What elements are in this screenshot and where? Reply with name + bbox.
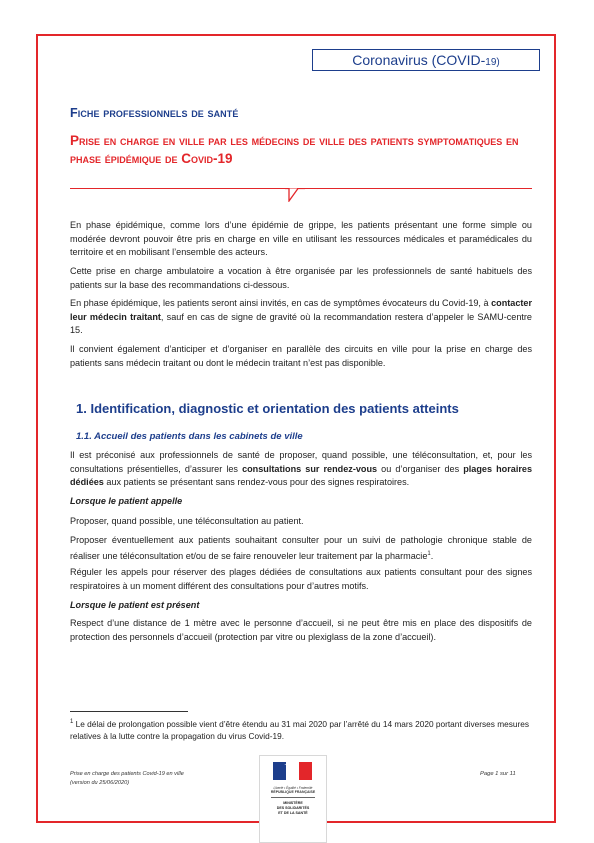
- footnote-ref[interactable]: 1: [427, 550, 431, 557]
- logo-ministry-line-3: ET DE LA SANTÉ: [278, 811, 308, 815]
- s1-p1-c: ou d’organiser des: [377, 463, 464, 474]
- speech-bubble-icon: [285, 188, 305, 202]
- logo-motto: Liberté • Égalité • Fraternité: [273, 786, 313, 790]
- page-number: Page 1 sur 11: [480, 771, 516, 777]
- logo-separator: [271, 797, 315, 798]
- c1-p2-text: Proposer éventuellement aux patients souhaitant consulter pour un suivi de pathologie chronique stable de réaliser une téléconsultation et/ou de se faire renouveler leur traitement par la pharmacie: [70, 535, 532, 561]
- footnote-number: 1: [70, 719, 74, 725]
- case-patient-present: Lorsque le patient est présent: [70, 600, 200, 610]
- s1-p1-e: aux patients se présentant sans rendez-vous pour des signes respiratoires.: [103, 477, 410, 487]
- marianne-flag-icon: [260, 760, 326, 784]
- doc-type: Fiche professionnels de santé: [70, 106, 239, 120]
- covid-tag: [312, 49, 540, 71]
- footer-left: [70, 770, 184, 788]
- logo-ministry-line-2: DES SOLIDARITÉS: [276, 806, 310, 810]
- case1-paragraph-3: Réguler les appels pour réserver des plages dédiées de consultations aux patients consultant pour des signes respiratoires à un moment différent des consultations pour d’autres motifs.: [70, 567, 532, 591]
- footnote-text: Le délai de prolongation possible vient d’être étendu au 31 mai 2020 par l’arrêté du 14 mars 2020 portant diverses mesures relatives à la lutte contre la propagation du virus Covid-19.: [70, 718, 530, 742]
- case-patient-calls: Lorsque le patient appelle: [70, 496, 183, 506]
- s1-p1-a: Il est préconisé aux professionnels de santé de proposer, quand possible, une téléconsultation, et, pour les consultations présentielles, d’assurer les: [70, 450, 532, 474]
- logo-ministry: [260, 801, 326, 816]
- logo-ministry-line-1: MINISTÈRE: [283, 801, 303, 805]
- section-1-paragraph-1: [70, 449, 532, 490]
- intro-p3-end: , sauf en cas de signe de gravité où la recommandation restera d’appeler le SAMU-centre 15.: [70, 311, 532, 335]
- intro-p3-start: En phase épidémique, les patients seront ainsi invités, en cas de symptômes évocateurs du Covid-19, à: [70, 298, 492, 308]
- page-title: Prise en charge en ville par les médecins de ville des patients symptomatiques en phase épidémique de Covid-19: [70, 133, 519, 166]
- s1-p1-d: plages horaires dédiées: [70, 463, 533, 487]
- ministry-logo: [259, 755, 327, 843]
- s1-p1-b: consultations sur rendez-vous: [242, 463, 378, 474]
- case2-paragraph-1: Respect d’une distance de 1 mètre avec le personne d’accueil, si ne peut être mis en place des dispositifs de protection des personnels d’accueil (protection par vitre ou plexiglass de la zone d’accueil).: [70, 618, 532, 642]
- footnote: [70, 716, 532, 743]
- intro-paragraph-2: Cette prise en charge ambulatoire a vocation à être organisée par les professionnels de santé habituels des patients sur la base des recommandations ci-dessous.: [70, 266, 532, 290]
- covid-tag-num: 19): [485, 57, 500, 68]
- intro-p3-bold: contacter leur médecin traitant: [70, 298, 533, 322]
- case1-paragraph-1: Proposer, quand possible, une téléconsultation au patient.: [70, 516, 304, 526]
- intro-paragraph-4: Il convient également d’anticiper et d’organiser en parallèle des circuits en ville pour la prise en charge des patients sans médecin traitant ou dont le médecin traitant n’est pas disponible.: [70, 344, 532, 368]
- covid-tag-main: Coronavirus (COVID-: [352, 52, 486, 68]
- section-1-1-title: 1.1. Accueil des patients dans les cabinets de ville: [76, 431, 303, 442]
- intro-paragraph-1: En phase épidémique, comme lors d’une épidémie de grippe, les patients présentant une forme simple ou modérée devront pouvoir être pris en charge en ville en utilisant les ressources médicales et paramédicales du territoire et en mobilisant l’ensemble des acteurs.: [70, 220, 532, 257]
- footnote-divider: [70, 711, 188, 712]
- footer-version: (version du 25/06/2020): [70, 780, 130, 786]
- c1-p2-end: .: [430, 550, 434, 561]
- footer-doc-name: Prise en charge des patients Covid-19 en ville: [70, 771, 184, 777]
- logo-republic: RÉPUBLIQUE FRANÇAISE: [270, 790, 316, 794]
- case1-paragraph-2: [70, 534, 532, 563]
- intro-paragraph-3: [70, 297, 532, 338]
- section-1-title: 1. Identification, diagnostic et orientation des patients atteints: [76, 401, 459, 416]
